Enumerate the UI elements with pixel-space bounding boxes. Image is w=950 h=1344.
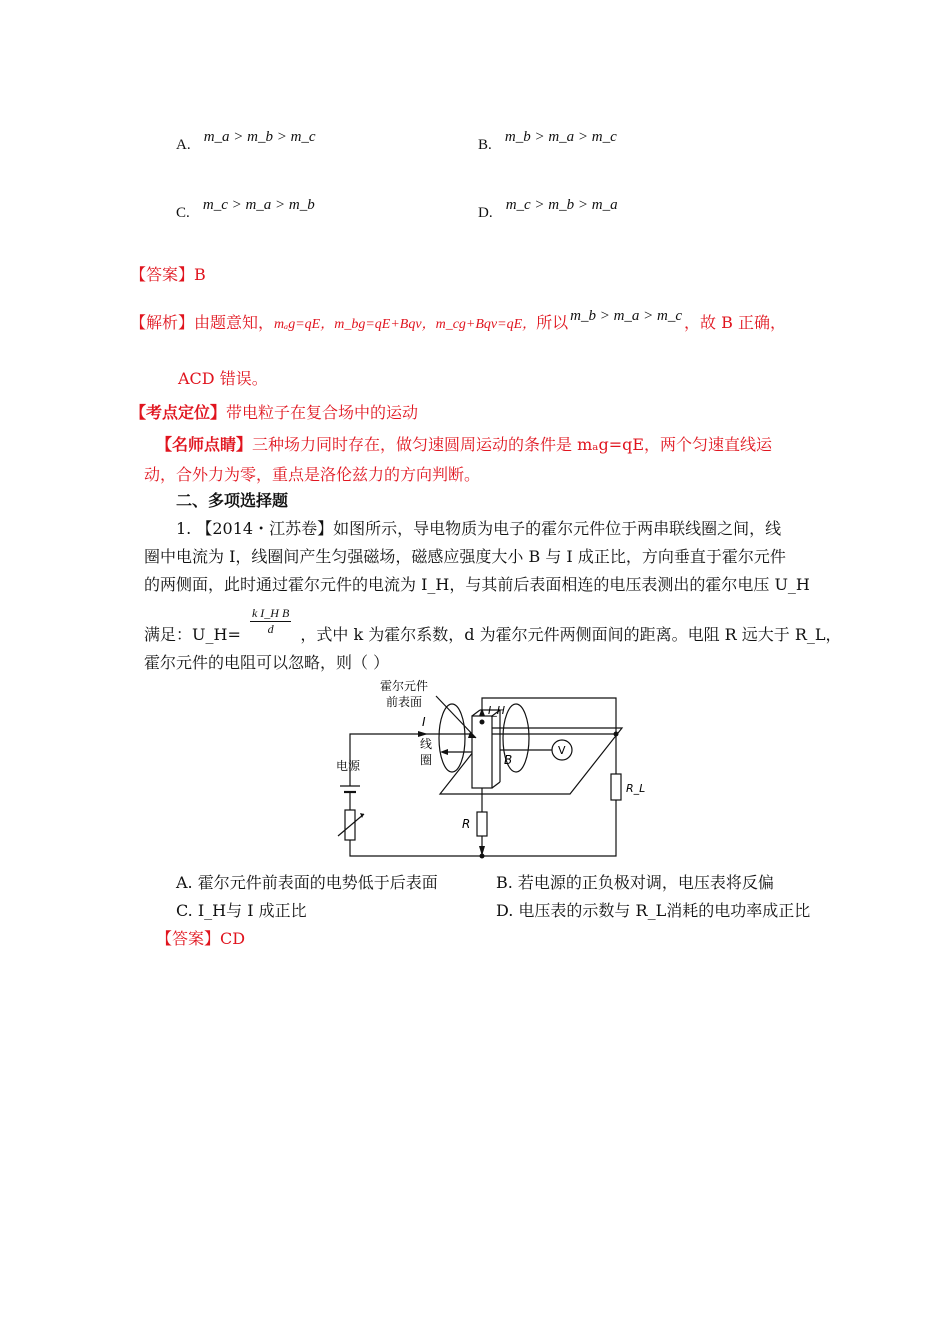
label-coil-1: 线 (420, 737, 433, 751)
formula-denominator: d (267, 622, 274, 636)
analysis-expr: m_b > m_a > m_c (570, 308, 683, 324)
option-c-expr: m_c > m_a > m_b (202, 197, 315, 213)
wire-left-top (350, 734, 433, 776)
question-line1: 1. 【2014・江苏卷】如图所示，导电物质为电子的霍尔元件位于两串联线圈之间，线 (176, 519, 782, 538)
option-a-letter: A. (176, 137, 191, 153)
answer-1-tag: 【答案】 (130, 265, 195, 284)
label-i: I (422, 715, 426, 729)
label-rl: R_L (626, 782, 646, 795)
choice-a: A. 霍尔元件前表面的电势低于后表面 (176, 873, 438, 892)
answer-2 (156, 926, 245, 949)
choice-c: C. I_H与 I 成正比 (176, 901, 307, 920)
option-b (478, 129, 617, 154)
label-r: R (462, 817, 471, 831)
hall-element-edge5 (492, 782, 500, 788)
option-a (176, 129, 316, 154)
analysis-line2: ACD 错误。 (178, 369, 268, 388)
label-b: B (504, 753, 513, 767)
kaodian (130, 400, 418, 423)
mingshi (156, 432, 772, 455)
junction-dot (480, 854, 485, 859)
coil-left (439, 704, 465, 772)
label-v: V (558, 744, 566, 757)
answer-2-tag: 【答案】 (156, 929, 221, 948)
mingshi-line1: 三种场力同时存在，做匀速圆周运动的条件是 mₐg=qE，两个匀速直线运 (252, 435, 773, 454)
question-line4-tail: ，式中 k 为霍尔系数，d 为霍尔元件两侧面间的距离。电阻 R 远大于 R_L， (300, 625, 842, 644)
answer-1 (130, 262, 206, 285)
option-b-expr: m_b > m_a > m_c (504, 129, 617, 145)
option-b-letter: B. (478, 137, 492, 153)
analysis-tag: 【解析】 (130, 313, 195, 332)
resistor-rl (611, 774, 621, 800)
answer-2-value: CD (220, 929, 246, 948)
kaodian-tag: 【考点定位】 (130, 403, 227, 422)
analysis-eq3: m_cg+Bqv=qE， (435, 317, 537, 332)
question-line4 (144, 606, 842, 651)
choice-b: B. 若电源的正负极对调，电压表将反偏 (496, 873, 774, 892)
label-source: 电源 (336, 759, 361, 773)
question-line4-lead: 满足：U_H= (144, 625, 241, 644)
option-d-letter: D. (478, 205, 493, 221)
analysis-lead: 由题意知， (194, 313, 275, 332)
resistor-r (477, 812, 487, 836)
analysis-mid: 所以 (536, 313, 569, 332)
junction-dot-right (614, 732, 619, 737)
formula-fraction (250, 606, 291, 637)
question-line2: 圈中电流为 I，线圈间产生匀强磁场，磁感应强度大小 B 与 I 成正比，方向垂直于霍尔元件 (144, 547, 786, 566)
formula-numerator: k I_H B (251, 606, 290, 620)
field-plane (440, 728, 622, 794)
hall-element (472, 716, 492, 788)
mingshi-tag: 【名师点睛】 (156, 435, 253, 454)
hall-element-edge1 (472, 710, 480, 716)
answer-1-value: B (194, 265, 206, 284)
analysis-eq1: mₐg=qE， (274, 317, 335, 332)
question-line5: 霍尔元件的电阻可以忽略，则（ ） (144, 653, 390, 672)
option-a-expr: m_a > m_b > m_c (203, 129, 316, 145)
mingshi-line2: 动，合外力为零，重点是洛伦兹力的方向判断。 (144, 465, 481, 484)
arrow-b-head (440, 749, 448, 755)
kaodian-text: 带电粒子在复合场中的运动 (226, 403, 419, 422)
analysis (130, 310, 786, 333)
hall-circuit-figure (330, 676, 646, 862)
rheostat-arrow (338, 814, 364, 836)
analysis-tail: ，故 B 正确， (684, 313, 786, 332)
label-ih: I_H (488, 704, 506, 717)
option-c-letter: C. (176, 205, 190, 221)
analysis-eq2: m_bg=qE+Bqv， (334, 317, 436, 332)
front-dot (480, 720, 485, 725)
label-coil-2: 圈 (420, 753, 433, 767)
rheostat (345, 810, 355, 840)
option-d (478, 197, 618, 222)
label-hall-2: 前表面 (386, 695, 423, 709)
label-hall-1: 霍尔元件 (380, 679, 429, 693)
option-c (176, 197, 315, 222)
option-d-expr: m_c > m_b > m_a (505, 197, 618, 213)
choice-d: D. 电压表的示数与 R_L消耗的电功率成正比 (496, 901, 811, 920)
question-line3: 的两侧面，此时通过霍尔元件的电流为 I_H，与其前后表面相连的电压表测出的霍尔电压 U_H (144, 575, 810, 594)
section-title: 二、多项选择题 (176, 491, 289, 510)
arrow-ih (479, 708, 485, 716)
